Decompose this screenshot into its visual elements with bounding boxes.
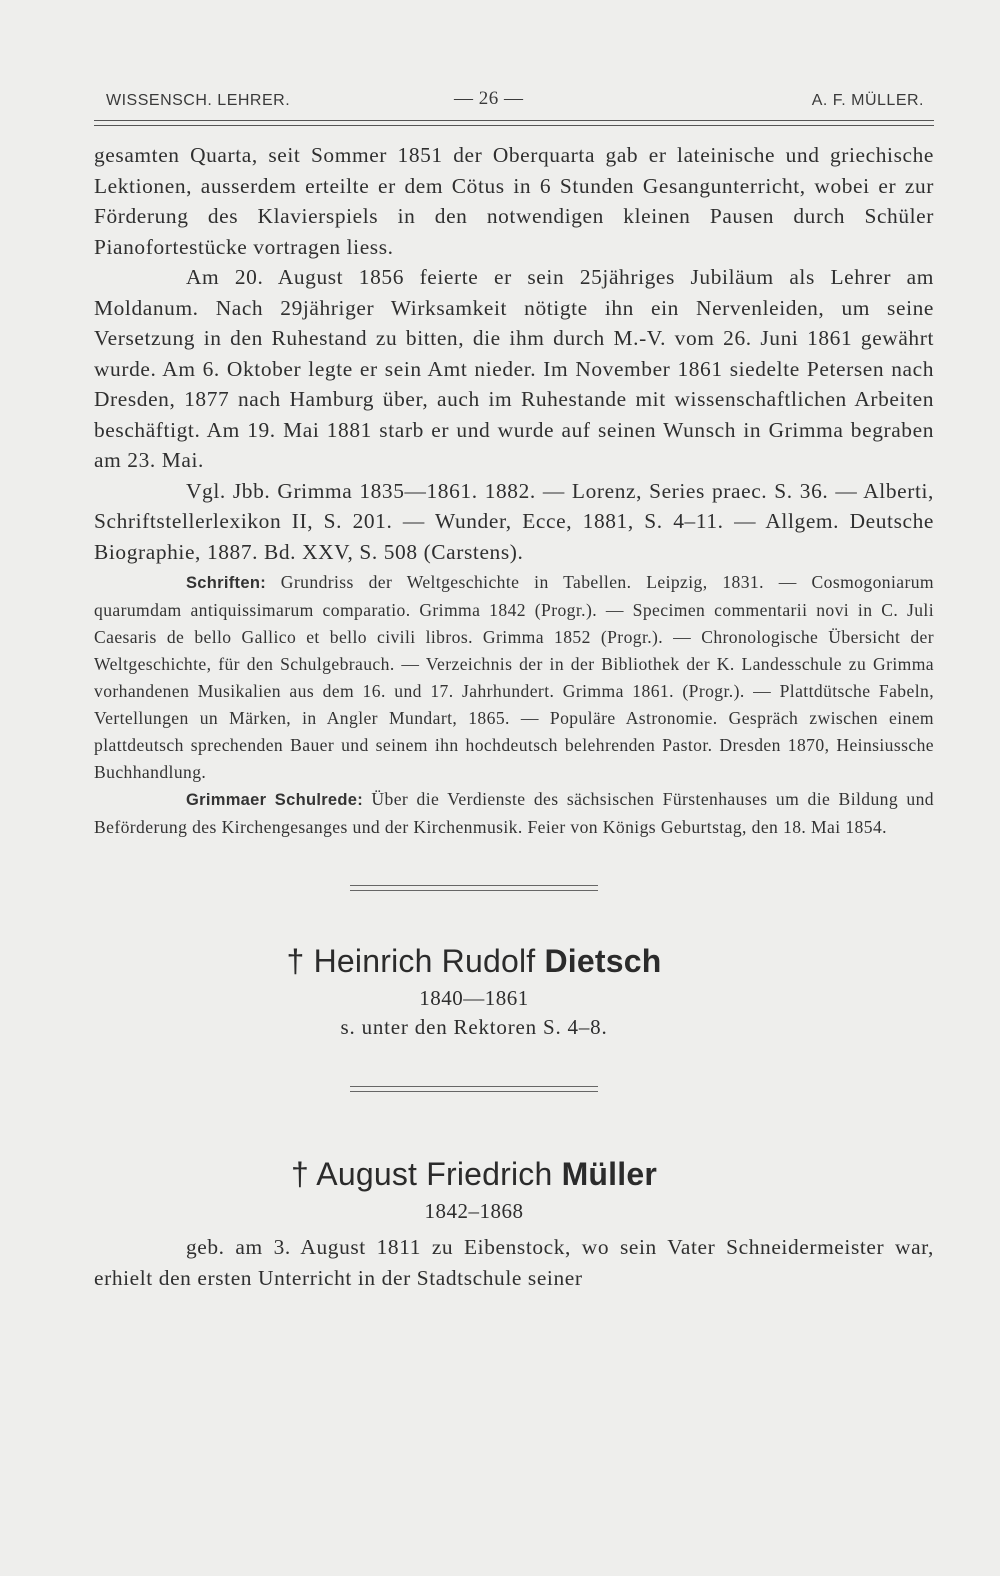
school-speech-text: Über die Verdienste des sächsischen Fürstenhauses um die Bildung und Beförderung des Kirchengesanges und der Kirchenmusik. Feier von Königs Geburtstag, den 18. Mai 1854. bbox=[94, 789, 934, 837]
cross-icon: † bbox=[286, 943, 305, 979]
paragraph-2: Am 20. August 1856 feierte er sein 25jähriges Jubiläum als Lehrer am Moldanum. Nach 29jähriger Wirksamkeit nötigte ihn ein Nervenleiden, um seine Versetzung in den Ruhestand zu bitten, die ihm durch M.-V. vom 26. Juni 1861 gewährt wurde. Am 6. Oktober legte er sein Amt nieder. Im November 1861 siedelte Petersen nach Dresden, 1877 nach Hamburg über, auch im Ruhestande mit wissenschaftlichen Arbeiten beschäftigt. Am 19. Mai 1881 starb er und wurde auf seinen Wunsch in Grimma begraben am 23. Mai. bbox=[94, 265, 934, 472]
cross-reference-dietsch: s. unter den Rektoren S. 4–8. bbox=[340, 1015, 608, 1039]
page-number: — 26 — bbox=[454, 88, 524, 109]
header-rule bbox=[94, 120, 934, 126]
obituary-heading-mueller bbox=[54, 1156, 894, 1193]
paragraph-references: Vgl. Jbb. Grimma 1835—1861. 1882. — Lorenz, Series praec. S. 36. — Alberti, Schriftstellerlexikon II, S. 201. — Wunder, Ecce, 1881, S. 4–11. — Allgem. Deutsche Biographie, 1887. Bd. XXV, S. 508 (Carstens). bbox=[94, 478, 934, 564]
section-divider bbox=[350, 885, 598, 891]
paragraph-mueller: geb. am 3. August 1811 zu Eibenstock, wo sein Vater Schneidermeister war, erhielt den ersten Unterricht in der Stadtschule seiner bbox=[94, 1235, 934, 1290]
bibliography bbox=[94, 569, 934, 841]
running-head-right: A. F. MÜLLER. bbox=[811, 92, 924, 109]
surname: Dietsch bbox=[544, 943, 662, 979]
writings-text: Grundriss der Weltgeschichte in Tabellen. Leipzig, 1831. — Cosmogoniarum quarumdam antiquissimarum comparatio. Grimma 1842 (Progr.). — Specimen commentarii novi in C. Juli Caesaris de bello Gallico et bello civili libros. Grimma 1852 (Progr.). — Chronologische Übersicht der Weltgeschichte, für den Schulgebrauch. — Verzeichnis der in der Bibliothek der K. Landesschule zu Grimma vorhandenen Musikalien aus dem 16. und 17. Jahrhundert. Grimma 1861. (Progr.). — Plattdütsche Fabeln, Vertellungen un Märken, in Angler Mundart, 1865. — Populäre Astronomie. Gespräch zwischen einem plattdeutsch sprechenden Bauer und seinem ihn hochdeutsch belehrenden Pastor. Dresden 1870, Heinsiussche Buchhandlung. bbox=[94, 572, 934, 782]
running-head-left: WISSENSCH. LEHRER. bbox=[106, 92, 291, 109]
cross-icon: † bbox=[290, 1156, 309, 1192]
petersen-biography bbox=[94, 140, 934, 567]
running-head bbox=[94, 88, 934, 114]
writings-entry bbox=[94, 569, 934, 786]
writings-label: Schriften: bbox=[186, 574, 267, 592]
section-divider bbox=[350, 1086, 598, 1092]
surname: Müller bbox=[561, 1156, 658, 1192]
school-speech-label: Grimmaer Schulrede: bbox=[186, 791, 364, 809]
tenure-years-dietsch: 1840—1861 bbox=[419, 986, 529, 1010]
paragraph-1: gesamten Quarta, seit Sommer 1851 der Oberquarta gab er lateinische und griechische Lektionen, ausserdem erteilte er dem Cötus in 6 Stunden Gesangunterricht, wobei er zur Förderung des Klavierspiels in den notwendigen kleinen Pausen durch Schüler Pianofortestücke vortragen liess. bbox=[94, 143, 934, 259]
given-names: Heinrich Rudolf bbox=[313, 943, 536, 979]
obituary-heading-dietsch bbox=[54, 943, 894, 980]
given-names: August Friedrich bbox=[316, 1156, 553, 1192]
tenure-years-mueller: 1842–1868 bbox=[424, 1199, 524, 1223]
mueller-biography bbox=[94, 1232, 934, 1293]
school-speech-entry bbox=[94, 786, 934, 841]
